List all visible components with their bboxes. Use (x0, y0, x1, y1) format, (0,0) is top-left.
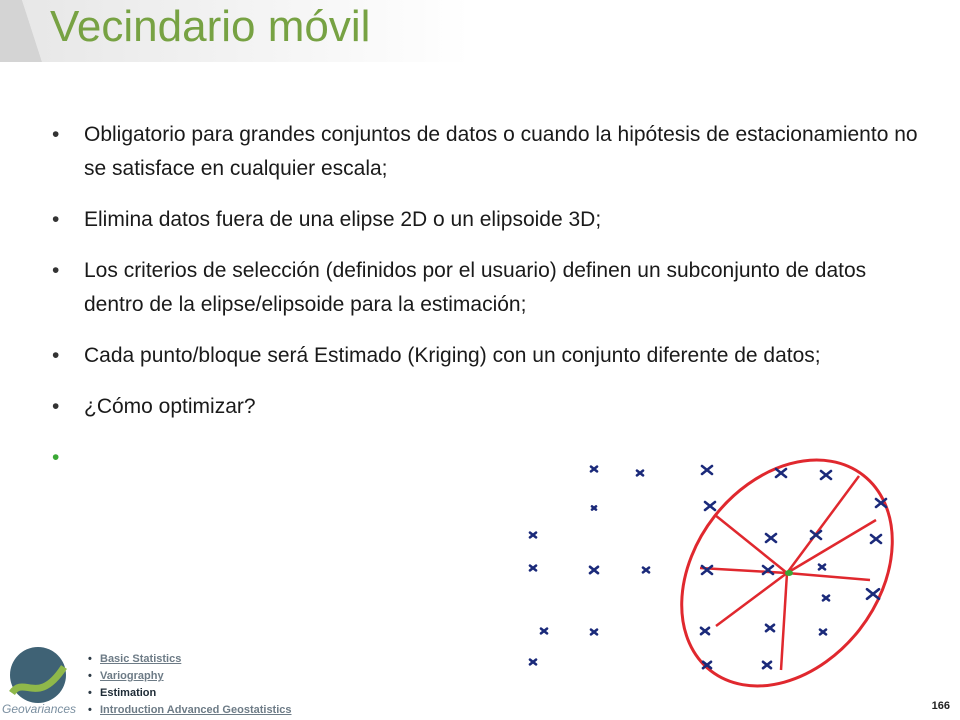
logo-text: Geovariances (2, 702, 77, 716)
sample-point-marker (643, 568, 649, 573)
sample-point-marker (871, 535, 881, 543)
sample-point-marker (530, 660, 536, 665)
sample-point-marker (590, 567, 598, 573)
sample-point-marker (766, 534, 776, 542)
section-nav (88, 651, 292, 719)
title-banner (0, 0, 470, 62)
bullet-item: • ¿Cómo optimizar? (52, 390, 922, 424)
sector-line (781, 573, 787, 670)
sample-point-marker (591, 467, 597, 472)
neighborhood-diagram (515, 455, 915, 695)
nav-item-estimation: • Estimation (88, 685, 292, 702)
nav-link[interactable]: Variography (100, 670, 164, 682)
sample-point-marker (541, 629, 547, 634)
sector-line (716, 573, 787, 626)
sector-line (787, 520, 876, 573)
sample-point-marker (530, 533, 536, 538)
sample-point-marker (702, 466, 712, 474)
sample-point-marker (763, 662, 771, 668)
sample-point-marker (591, 630, 597, 635)
bullet-item: • Elimina datos fuera de una elipse 2D o un elipsoide 3D; (52, 203, 922, 237)
sector-line (700, 568, 787, 573)
sector-line (715, 515, 787, 573)
page-title: Vecindario móvil (50, 2, 371, 51)
sample-point-marker (705, 502, 715, 510)
sector-line (787, 573, 870, 580)
sample-point-marker (823, 596, 829, 601)
sample-point-marker (820, 630, 826, 635)
nav-item-basic-statistics[interactable] (88, 651, 292, 668)
bullet-item: • Los criterios de selección (definidos por el usuario) definen un subconjunto de datos dentro de la elipse/elipsoide para la estimación; (52, 254, 922, 322)
nav-item-advanced-geostatistics[interactable] (88, 702, 292, 719)
sample-point-marker (766, 625, 774, 631)
sample-point-marker (530, 566, 536, 571)
sector-line (787, 476, 859, 573)
sample-point-marker (701, 628, 709, 634)
page-number: 166 (931, 700, 950, 712)
sample-point-marker (867, 589, 879, 599)
sample-point-marker (821, 471, 831, 479)
bullet-item: • Obligatorio para grandes conjuntos de datos o cuando la hipótesis de estacionamiento no se satisface en cualquier escala; (52, 118, 922, 186)
target-point (785, 570, 793, 576)
sample-point-marker (637, 471, 643, 476)
sample-point-marker (776, 469, 786, 477)
data-points (530, 466, 886, 668)
bullet-list (52, 118, 922, 441)
search-ellipse (638, 455, 915, 695)
nav-item-variography[interactable] (88, 668, 292, 685)
nav-link[interactable]: Basic Statistics (100, 653, 182, 665)
sample-point-marker (819, 565, 825, 570)
nav-link[interactable]: Introduction Advanced Geostatistics (100, 704, 292, 716)
sample-point-marker (592, 506, 596, 509)
bullet-item: • Cada punto/bloque será Estimado (Kriging) con un conjunto diferente de datos; (52, 339, 922, 373)
